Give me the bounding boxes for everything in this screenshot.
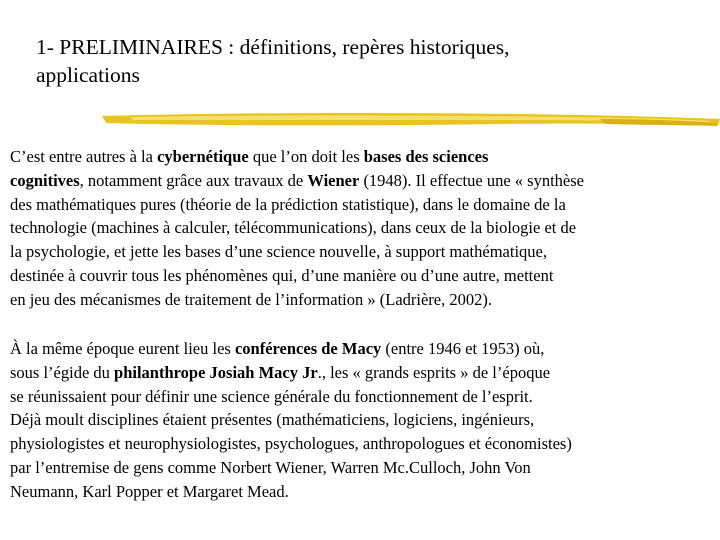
- emphasis-cognitives: cognitives: [10, 170, 80, 190]
- emphasis-wiener: Wiener: [307, 170, 360, 190]
- text-line: par l’entremise de gens comme Norbert Wiener, Warren Mc.Culloch, John Von: [10, 457, 531, 477]
- text-line: technologie (machines à calculer, télécommunications), dans ceux de la biologie et de: [10, 218, 577, 238]
- slide-title: [36, 33, 676, 89]
- text-line: se réunissaient pour définir une science générale du fonctionnement de l’esprit.: [10, 386, 533, 406]
- paragraph-cybernetics: [10, 145, 715, 312]
- title-brush-underline: [100, 106, 720, 136]
- title-line-2: applications: [36, 63, 140, 87]
- text-line: cognitives, notamment grâce aux travaux de Wiener (1948). Il effectue une « synthèse: [10, 170, 584, 190]
- emphasis-bases-sciences: bases des sciences: [363, 147, 489, 166]
- text-line: À la même époque eurent lieu les conférences de Macy (entre 1946 et 1953) où,: [10, 339, 545, 358]
- text-line: en jeu des mécanismes de traitement de l’information » (Ladrière, 2002).: [10, 289, 492, 309]
- text-line: sous l’égide du philanthrope Josiah Macy Jr., les « grands esprits » de l’époque: [10, 362, 551, 382]
- text-line: Déjà moult disciplines étaient présentes (mathématiciens, logiciens, ingénieurs,: [10, 410, 535, 430]
- text-line: des mathématiques pures (théorie de la prédiction statistique), dans le domaine de la: [10, 194, 566, 214]
- text-line: C’est entre autres à la cybernétique que l’on doit les bases des sciences: [10, 147, 489, 166]
- emphasis-josiah-macy: philanthrope Josiah Macy Jr: [114, 362, 318, 382]
- text-line: Neumann, Karl Popper et Margaret Mead.: [10, 481, 289, 501]
- emphasis-conferences-macy: conférences de Macy: [234, 339, 382, 358]
- text-line: physiologistes et neurophysiologistes, psychologues, anthropologues et économistes): [10, 434, 572, 454]
- paragraph-macy-conferences: [10, 337, 715, 504]
- emphasis-cybernetique: cybernétique: [157, 147, 249, 166]
- text-line: destinée à couvrir tous les phénomènes qui, d’une manière ou d’une autre, mettent: [10, 265, 554, 285]
- text-line: la psychologie, et jette les bases d’une science nouvelle, à support mathématique,: [10, 242, 547, 262]
- title-line-1: 1- PRELIMINAIRES : définitions, repères historiques,: [36, 35, 510, 59]
